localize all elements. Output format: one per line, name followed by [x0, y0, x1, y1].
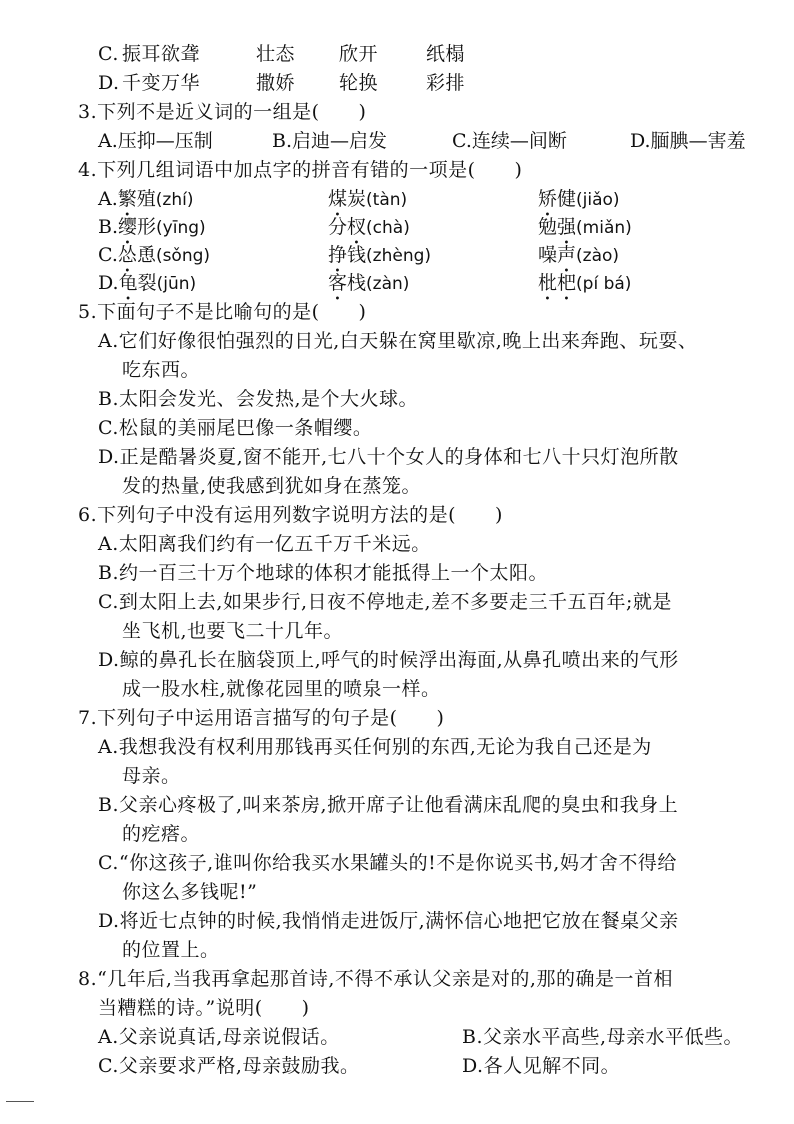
q2-d-label: D. — [98, 72, 120, 94]
q5-option-a-cont: 吃东西。 — [122, 359, 201, 381]
q8-option-a: A.父亲说真话,母亲说假话。 — [98, 1026, 340, 1048]
q6-option-a: A.太阳离我们约有一亿五千万千米远。 — [98, 533, 431, 555]
q2-d-word-2: 撒娇 — [256, 72, 296, 94]
q7-option-d: D.将近七点钟的时候,我悄悄走进饭厅,满怀信心地把它放在餐桌父亲 — [98, 910, 679, 932]
q6-option-d: D.鲸的鼻孔长在脑袋顶上,呼气的时候浮出海面,从鼻孔喷出来的气形 — [98, 649, 679, 671]
q6-option-b: B.约一百三十万个地球的体积才能抵得上一个太阳。 — [98, 562, 549, 584]
q6-option-d-cont: 成一股水柱,就像花园里的喷泉一样。 — [122, 678, 441, 700]
footer-rule — [6, 1101, 34, 1102]
q3-option-b: B.启迪—启发 — [272, 130, 388, 152]
q2-c-word-1: 振耳欲聋 — [122, 43, 201, 65]
q4-a-3: 矫健(jiǎo) — [538, 188, 620, 210]
q3-stem: 3.下列不是近义词的一组是( ) — [78, 101, 367, 123]
q7-option-a: A.我想我没有权利用那钱再买任何别的东西,无论为我自己还是为 — [98, 736, 652, 758]
q5-stem: 5.下面句子不是比喻句的是( ) — [78, 301, 367, 323]
q5-option-b: B.太阳会发光、会发热,是个大火球。 — [98, 388, 419, 410]
q4-a-1: A.繁殖(zhí) — [98, 188, 194, 210]
q5-option-a: A.它们好像很怕强烈的日光,白天躲在窝里歇凉,晚上出来奔跑、玩耍、 — [98, 330, 698, 352]
q8-stem: 8.“几年后,当我再拿起那首诗,不得不承认父亲是对的,那的确是一首相 — [78, 968, 673, 990]
q7-stem: 7.下列句子中运用语言描写的句子是( ) — [78, 707, 445, 729]
q2-c-word-4: 纸榻 — [426, 43, 466, 65]
q5-option-d: D.正是酷暑炎夏,窗不能开,七八十个女人的身体和七八十只灯泡所散 — [98, 446, 679, 468]
q3-option-a: A.压抑—压制 — [98, 130, 213, 152]
q7-option-b: B.父亲心疼极了,叫来茶房,掀开席子让他看满床乱爬的臭虫和我身上 — [98, 794, 679, 816]
q2-d-word-4: 彩排 — [426, 72, 466, 94]
q2-c-label: C. — [98, 43, 119, 65]
q4-b-1: B.缨形(yīng) — [98, 216, 206, 238]
q4-d-2: 客栈(zàn) — [328, 272, 410, 294]
q4-c-1: C.怂恿(sǒng) — [98, 244, 211, 266]
q2-d-word-3: 轮换 — [339, 72, 379, 94]
q5-option-d-cont: 发的热量,使我感到犹如身在蒸笼。 — [122, 475, 422, 497]
q7-option-c-cont: 你这么多钱呢!” — [122, 881, 258, 903]
q4-c-3: 噪声(zào) — [538, 244, 620, 266]
q4-d-3: 枇杷(pí bá) — [538, 272, 632, 294]
q8-option-d: D.各人见解不同。 — [462, 1055, 621, 1077]
q6-option-c: C.到太阳上去,如果步行,日夜不停地走,差不多要走三千五百年;就是 — [98, 591, 672, 613]
q2-c-word-3: 欣开 — [339, 43, 379, 65]
q6-stem: 6.下列句子中没有运用列数字说明方法的是( ) — [78, 504, 503, 526]
q6-option-c-cont: 坐飞机,也要飞二十几年。 — [122, 620, 344, 642]
q7-option-b-cont: 的疙瘩。 — [122, 823, 201, 845]
q7-option-c: C.“你这孩子,谁叫你给我买水果罐头的!不是你说买书,妈才舍不得给 — [98, 852, 677, 874]
q3-option-d: D.腼腆—害羞 — [630, 130, 746, 152]
q4-c-2: 挣钱(zhèng) — [328, 244, 432, 266]
q7-option-d-cont: 的位置上。 — [122, 939, 220, 961]
q4-stem: 4.下列几组词语中加点字的拼音有错的一项是( ) — [78, 159, 523, 181]
q7-option-a-cont: 母亲。 — [122, 765, 181, 787]
q2-c-word-2: 壮态 — [256, 43, 296, 65]
q4-d-1: D.龟裂(jūn) — [98, 272, 197, 294]
q3-option-c: C.连续—间断 — [452, 130, 567, 152]
q4-b-3: 勉强(miǎn) — [538, 216, 632, 238]
q2-d-word-1: 千变万华 — [122, 72, 201, 94]
q8-option-c: C.父亲要求严格,母亲鼓励我。 — [98, 1055, 360, 1077]
q8-stem-cont: 当糟糕的诗。”说明( ) — [98, 997, 310, 1019]
q5-option-c: C.松鼠的美丽尾巴像一条帽缨。 — [98, 417, 373, 439]
q8-option-b: B.父亲水平高些,母亲水平低些。 — [462, 1026, 744, 1048]
q4-b-2: 分杈(chà) — [328, 216, 410, 238]
q4-a-2: 煤炭(tàn) — [328, 188, 408, 210]
